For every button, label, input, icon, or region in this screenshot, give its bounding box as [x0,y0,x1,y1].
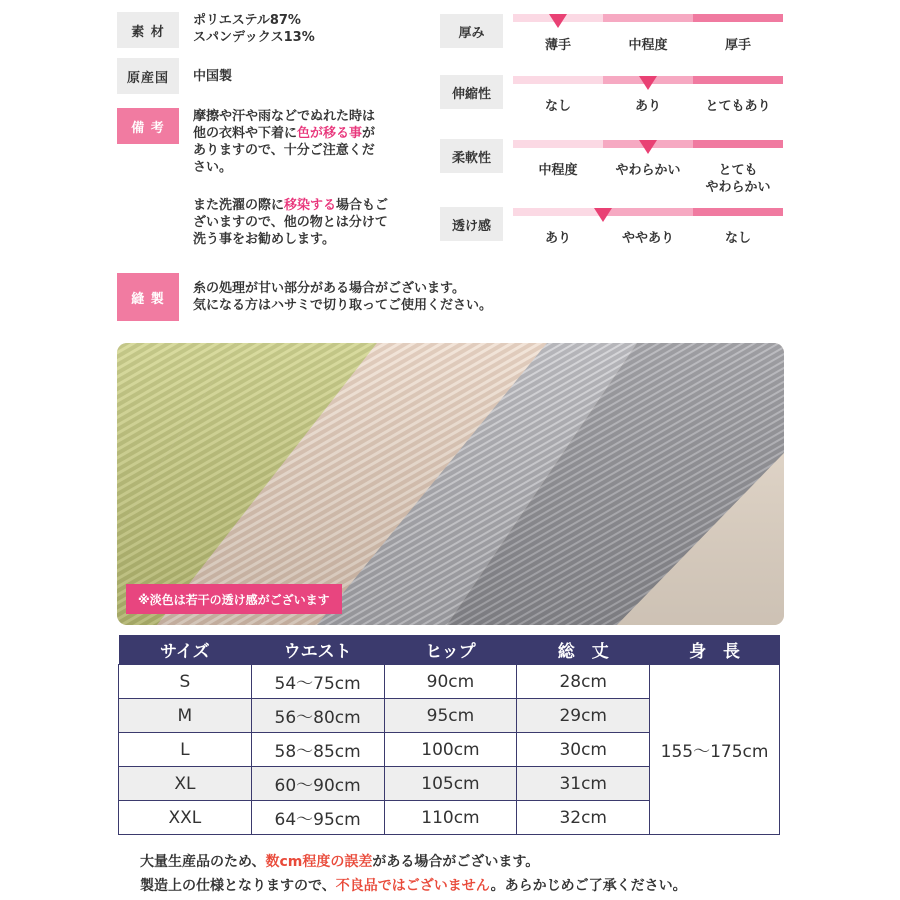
origin-label: 原産国 [117,58,179,94]
stretch-label: 伸縮性 [440,75,503,109]
softness-option: とても やわらかい [705,163,771,195]
sheer-scale [513,208,783,216]
notes-paragraph-2: また洗濯の際に移染する場合もご ざいますので、他の物とは分けて 洗う事をお勧めします。 [193,198,389,247]
thickness-option: 厚手 [724,38,751,53]
hip-cell: 95cm [384,699,517,733]
stretch-option: とてもあり [705,99,771,114]
softness-label: 柔軟性 [440,139,503,173]
sheer-marker-icon [594,208,612,222]
size-cell: S [119,665,252,699]
sheer-option: なし [724,231,751,246]
hip-cell: 100cm [384,733,517,767]
sheer-label: 透け感 [440,207,503,241]
sheer-option: あり [544,231,571,246]
sheer-option: ややあり [621,231,674,246]
fabric-photo [117,343,784,625]
length-cell: 29cm [517,699,650,733]
table-row [119,665,780,699]
sewing-value: 糸の処理が甘い部分がある場合がございます。 気になる方はハサミで切り取ってご使用ください。 [193,281,493,313]
softness-option: 中程度 [538,163,578,178]
thickness-option: 中程度 [628,38,668,53]
size-cell: XL [119,767,252,801]
notes-paragraph-1: 摩擦や汗や雨などでぬれた時は 他の衣料や下着に色が移る事が ありますので、十分ご注意くだ さい。 [193,109,376,175]
waist-cell: 64〜95cm [251,801,384,835]
notes-label: 備 考 [117,108,179,144]
length-cell: 31cm [517,767,650,801]
hip-cell: 105cm [384,767,517,801]
thickness-marker-icon [549,14,567,28]
footnote-line-2: 製造上の仕様となりますので、不良品ではございません。あらかじめご了承ください。 [140,878,687,894]
size-cell: XXL [119,801,252,835]
thickness-option: 薄手 [544,38,571,53]
column-header: ヒップ [384,635,517,665]
material-value: ポリエステル87% スパンデックス13% [193,13,315,45]
stretch-option: あり [634,99,661,114]
origin-value: 中国製 [193,69,233,84]
stretch-marker-icon [639,76,657,90]
sheer-notice-badge: ※淡色は若干の透け感がございます [126,584,342,614]
waist-cell: 56〜80cm [251,699,384,733]
column-header: 総 丈 [517,635,650,665]
hip-cell: 110cm [384,801,517,835]
length-cell: 28cm [517,665,650,699]
size-cell: L [119,733,252,767]
column-header: ウエスト [251,635,384,665]
column-header: 身 長 [650,635,780,665]
softness-option: やわらかい [615,163,681,178]
waist-cell: 60〜90cm [251,767,384,801]
softness-marker-icon [639,140,657,154]
footnote-line-1: 大量生産品のため、数cm程度の誤差がある場合がございます。 [140,854,540,870]
stretch-option: なし [544,99,571,114]
waist-cell: 58〜85cm [251,733,384,767]
waist-cell: 54〜75cm [251,665,384,699]
thickness-label: 厚み [440,14,503,48]
hip-cell: 90cm [384,665,517,699]
material-label: 素 材 [117,12,179,48]
length-cell: 32cm [517,801,650,835]
size-table [118,635,780,835]
column-header: サイズ [119,635,252,665]
height-cell: 155〜175cm [650,665,780,835]
table-header-row [119,635,780,665]
sewing-label: 縫 製 [117,273,179,321]
size-cell: M [119,699,252,733]
length-cell: 30cm [517,733,650,767]
